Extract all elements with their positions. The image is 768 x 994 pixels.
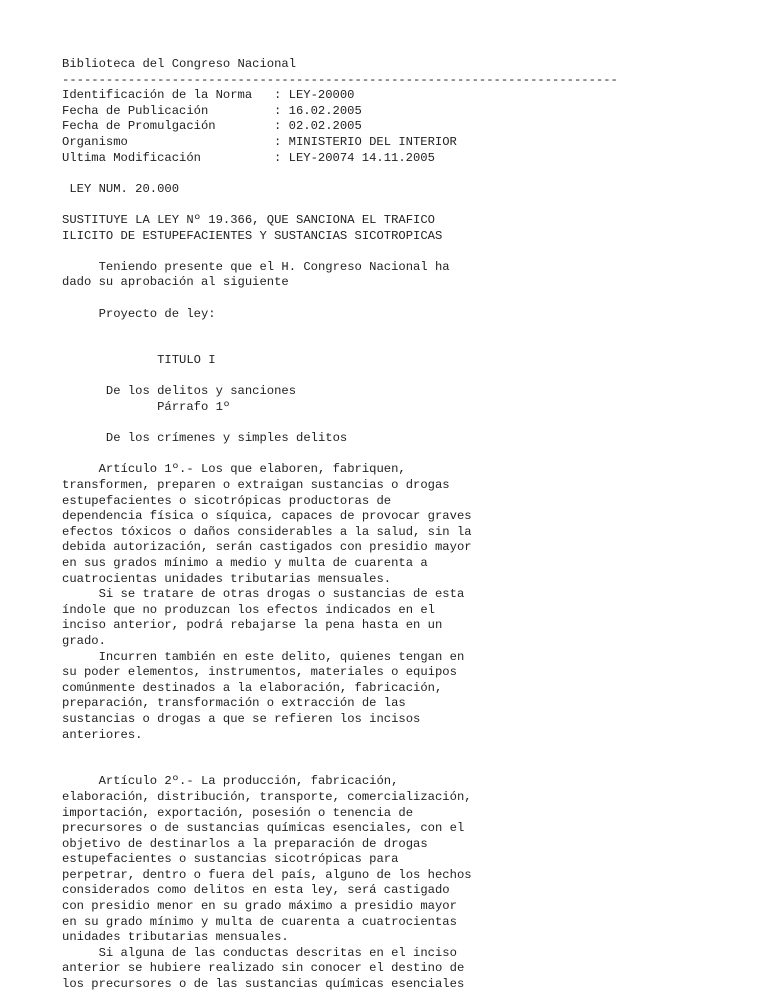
metadata-value: : LEY-20000 (274, 88, 355, 103)
article-line: estupefacientes o sustancias sicotrópicas para (62, 852, 399, 867)
preamble-line: Teniendo presente que el H. Congreso Nacional ha (62, 259, 450, 274)
article-line: anteriores. (62, 727, 143, 742)
article-line: los precursores o de las sustancias químicas esenciales (62, 977, 465, 992)
article-line: unidades tributarias mensuales. (62, 930, 289, 945)
metadata-value: : 02.02.2005 (274, 119, 362, 134)
metadata-key: Organismo (62, 134, 128, 149)
metadata-row (62, 135, 762, 151)
article-line: su poder elementos, instrumentos, materiales o equipos (62, 665, 457, 680)
metadata-key: Fecha de Promulgación (62, 119, 216, 134)
article-line: estupefacientes o sicotrópicas productoras de (62, 493, 392, 508)
article-line: preparación, transformación o extracción de las (62, 696, 406, 711)
article-line: precursores o de sustancias químicas esenciales, con el (62, 821, 465, 836)
article-line: en su grado mínimo y multa de cuarenta a cuatrocientas (62, 914, 457, 929)
article-2 (62, 774, 762, 992)
titulo-name: De los delitos y sanciones (62, 384, 297, 399)
article-line: Incurren también en este delito, quienes tengan en (62, 649, 465, 664)
article-line: en sus grados mínimo a medio y multa de cuarenta a (62, 556, 428, 570)
article-line: objetivo de destinarlos a la preparación de drogas (62, 836, 428, 851)
article-line: elaboración, distribución, transporte, comercialización, (62, 789, 472, 804)
article-line: comúnmente destinados a la elaboración, fabricación, (62, 680, 443, 695)
article-line: Si se tratare de otras drogas o sustancias de esta (62, 587, 465, 602)
law-title-line: ILICITO DE ESTUPEFACIENTES Y SUSTANCIAS SICOTROPICAS (62, 228, 443, 243)
article-1 (62, 462, 762, 743)
metadata-row (62, 151, 762, 167)
article-line: importación, exportación, posesión o tenencia de (62, 805, 414, 820)
article-line: inciso anterior, podrá rebajarse la pena hasta en un (62, 618, 443, 633)
paragraph-name: De los crímenes y simples delitos (62, 431, 348, 446)
article-line: dependencia física o síquica, capaces de provocar graves (62, 509, 472, 524)
law-number: LEY NUM. 20.000 (62, 181, 180, 196)
article-line: cuatrocientas unidades tributarias mensuales. (62, 571, 392, 586)
metadata-key: Fecha de Publicación (62, 103, 209, 118)
library-name: Biblioteca del Congreso Nacional (62, 57, 297, 71)
metadata-row (62, 88, 762, 104)
article-line: considerados como delitos en esta ley, será castigado (62, 883, 450, 898)
article-line: Si alguna de las conductas descritas en el inciso (62, 945, 457, 960)
metadata-value: : LEY-20074 14.11.2005 (274, 150, 435, 165)
metadata-row (62, 119, 762, 135)
metadata-table (62, 88, 762, 166)
metadata-key: Identificación de la Norma (62, 88, 253, 103)
law-document (62, 57, 762, 993)
article-line: perpetrar, dentro o fuera del país, alguno de los hechos (62, 867, 472, 882)
article-line: efectos tóxicos o daños considerables a la salud, sin la (62, 524, 472, 539)
article-line: anterior se hubiere realizado sin conocer el destino de (62, 961, 465, 976)
project-heading: Proyecto de ley: (62, 306, 216, 321)
paragraph-heading: Párrafo 1º (62, 400, 231, 415)
titulo-heading: TITULO I (62, 353, 216, 368)
metadata-row (62, 104, 762, 120)
article-line: índole que no produzcan los efectos indicados en el (62, 602, 435, 617)
article-line: transformen, preparen o extraigan sustancias o drogas (62, 478, 450, 493)
article-line: con presidio menor en su grado máximo a presidio mayor (62, 899, 457, 914)
metadata-value: : 16.02.2005 (274, 103, 362, 118)
preamble-line: dado su aprobación al siguiente (62, 275, 289, 290)
law-title-line: SUSTITUYE LA LEY Nº 19.366, QUE SANCIONA EL TRAFICO (62, 212, 435, 227)
article-line: debida autorización, serán castigados con presidio mayor (62, 540, 472, 555)
metadata-value: : MINISTERIO DEL INTERIOR (274, 134, 457, 149)
header-rule: ---------------------------------------------------------------------------- (62, 72, 618, 87)
article-line: sustancias o drogas a que se refieren los incisos (62, 711, 421, 726)
metadata-key: Ultima Modificación (62, 150, 201, 165)
article-line: grado. (62, 633, 106, 648)
article-line: Artículo 1º.- Los que elaboren, fabriquen, (62, 462, 406, 477)
article-line: Artículo 2º.- La producción, fabricación, (62, 774, 399, 789)
